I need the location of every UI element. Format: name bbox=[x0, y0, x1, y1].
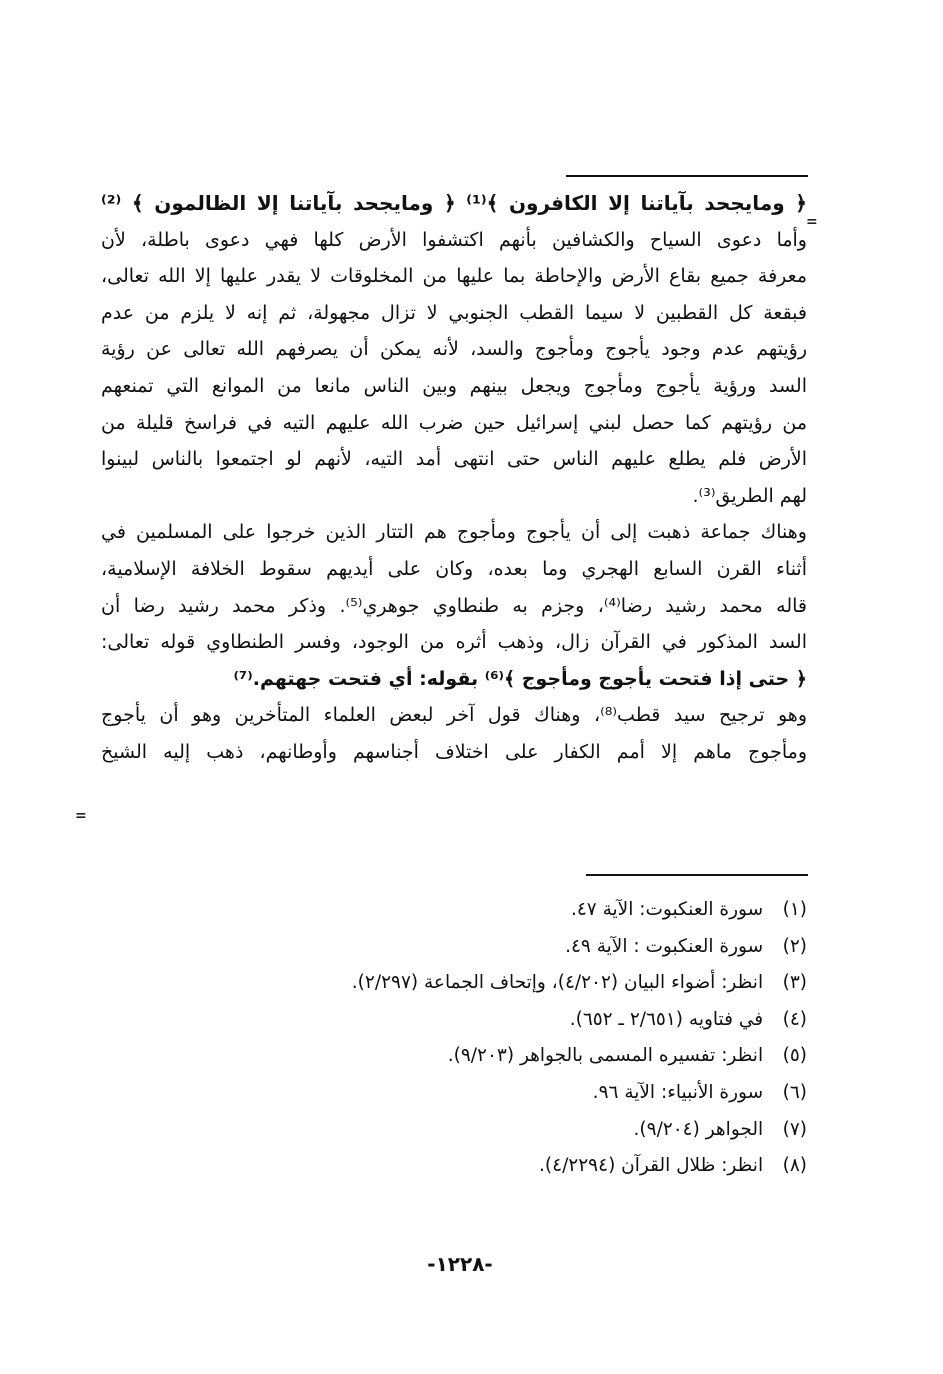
body-line: قاله محمد رشيد رضا⁽⁴⁾، وجزم به طنطاوي جوهري⁽⁵⁾. وذكر محمد رشيد رضا أن bbox=[101, 594, 807, 617]
body-line: فبقعة كل القطبين لا سيما القطب الجنوبي لا تزال مجهولة، ثم إنه لا يلزم من عدم bbox=[101, 301, 807, 324]
footnote-item bbox=[207, 1038, 807, 1075]
footnote-text: انظر: ظلال القرآن (٤/٢٢٩٤). bbox=[539, 1155, 764, 1177]
quran-verse-line-2: ﴿ حتى إذا فتحت يأجوج ومأجوج ﴾⁽⁶⁾ بقوله: أي فتحت جهتهم.⁽⁷⁾ bbox=[233, 667, 807, 690]
body-line: وهو ترجيح سيد قطب⁽⁸⁾، وهناك قول آخر لبعض العلماء المتأخرين وهو أن يأجوج bbox=[101, 704, 807, 727]
body-line: رؤيتهم عدم وجود يأجوج ومأجوج والسد، لأنه يمكن أن يصرفهم الله تعالى عن رؤية bbox=[101, 338, 807, 361]
footnote-text: انظر: تفسيره المسمى بالجواهر (٩/٢٠٣). bbox=[447, 1045, 764, 1067]
body-line: معرفة جميع بقاع الأرض والإحاطة بما عليها من المخلوقات لا يقدر عليها إلا الله تعالى، bbox=[101, 265, 807, 288]
quran-verse-text: ﴿ ومايجحد بآياتنا إلا الكافرون ﴾⁽¹⁾ ﴿ ومايجحد بآياتنا إلا الظالمون ﴾ ⁽²⁾ bbox=[101, 191, 807, 215]
footnote-number: (٧) bbox=[782, 1118, 807, 1140]
footnote-item bbox=[207, 965, 807, 1002]
footnote-number: (٥) bbox=[782, 1045, 807, 1067]
margin-mark-top: = bbox=[806, 214, 818, 230]
body-line: الأرض فلم يطلع عليهم الناس حتى انتهى أمد التيه، لأنهم لو اجتمعوا بالناس لبينوا bbox=[101, 448, 807, 471]
footnote-number: (١) bbox=[782, 899, 807, 920]
footnote-number: (٤) bbox=[782, 1008, 807, 1030]
margin-mark-bottom: = bbox=[75, 808, 87, 824]
footnote-text: انظر: أضواء البيان (٤/٢٠٢)، وإتحاف الجماعة (٢/٢٩٧). bbox=[351, 972, 764, 994]
footnote-number: (٣) bbox=[782, 972, 807, 994]
footnotes-list bbox=[207, 892, 807, 1185]
body-line: لهم الطريق⁽³⁾. bbox=[692, 484, 807, 507]
footnote-number: (٢) bbox=[782, 935, 807, 957]
footnote-text: سورة العنكبوت : الآية ٤٩. bbox=[565, 935, 764, 957]
main-body-text bbox=[101, 185, 807, 771]
footnote-item bbox=[207, 1075, 807, 1112]
footnote-item bbox=[207, 892, 807, 929]
footnote-text: سورة العنكبوت: الآية ٤٧. bbox=[570, 899, 764, 920]
body-line: السد المذكور في القرآن زال، وذهب أثره من الوجود، وفسر الطنطاوي قوله تعالى: bbox=[101, 631, 807, 654]
footnote-text: في فتاويه (٢/٦٥١ ـ ٦٥٢). bbox=[569, 1008, 764, 1030]
page-number: -١٢٢٨- bbox=[427, 1252, 493, 1276]
footnote-text: سورة الأنبياء: الآية ٩٦. bbox=[592, 1081, 764, 1103]
top-separator-rule bbox=[566, 175, 808, 177]
body-line: ومأجوج ماهم إلا أمم الكفار على اختلاف أجناسهم وأوطانهم، ذهب إليه الشيخ bbox=[101, 740, 807, 763]
footnote-item bbox=[207, 1112, 807, 1149]
body-line: من رؤيتهم كما حصل لبني إسرائيل حين ضرب الله عليهم التيه في فراسخ قليلة من bbox=[101, 411, 807, 434]
footnote-number: (٨) bbox=[782, 1155, 807, 1177]
footnote-item bbox=[207, 929, 807, 966]
footnote-separator-rule bbox=[586, 874, 808, 876]
body-line: السد ورؤية يأجوج ومأجوج ويجعل بينهم وبين الناس مانعا من الموانع التي تمنعهم bbox=[101, 374, 807, 397]
footnote-item bbox=[207, 1148, 807, 1185]
body-line: وهناك جماعة ذهبت إلى أن يأجوج ومأجوج هم التتار الذين خرجوا على المسلمين في bbox=[101, 521, 807, 544]
body-line: وأما دعوى السياح والكشافين بأنهم اكتشفوا الأرض كلها فهي دعوى باطلة، لأن bbox=[101, 228, 807, 251]
footnote-number: (٦) bbox=[782, 1081, 807, 1103]
footnote-item bbox=[207, 1002, 807, 1039]
footnote-text: الجواهر (٩/٢٠٤). bbox=[633, 1118, 764, 1140]
quran-verse-line bbox=[101, 185, 807, 222]
body-line: أثناء القرن السابع الهجري وما بعده، وكان على أيديهم سقوط الخلافة الإسلامية، bbox=[101, 557, 807, 580]
